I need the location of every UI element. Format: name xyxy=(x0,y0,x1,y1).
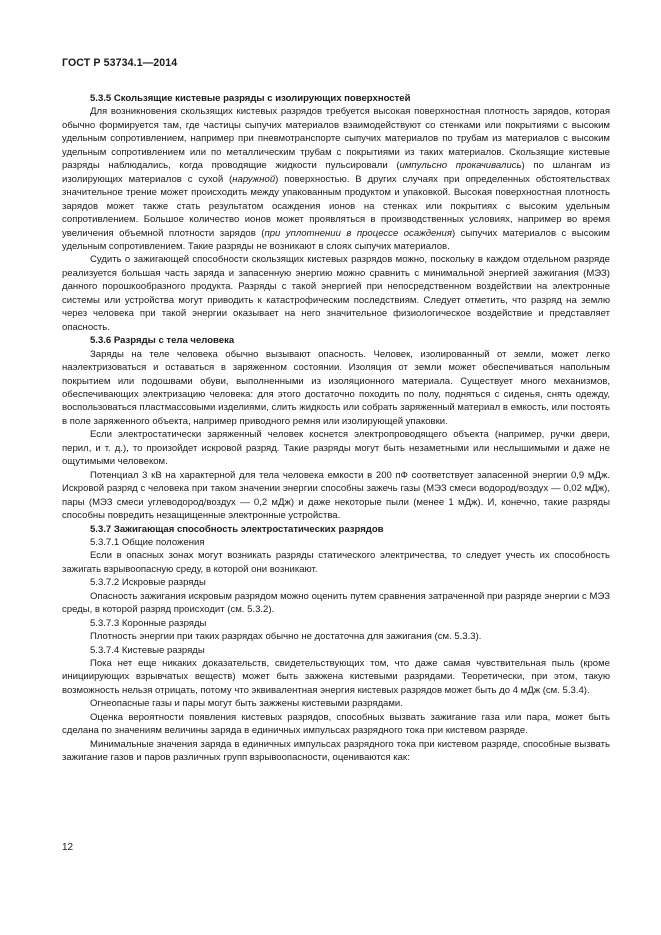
page-number: 12 xyxy=(62,842,74,853)
paragraph: Огнеопасные газы и пары могут быть зажжены кистевыми разрядами. xyxy=(90,698,403,710)
paragraph: Опасность зажигания искровым разрядом можно оценить путем сравнения затраченной при разряде энергии с МЭЗ среды, в которой разряд происходит (см. 5.3.2). xyxy=(62,590,610,616)
paragraph: Пока нет еще никаких доказательств, свидетельствующих том, что даже самая чувствительная пыль (кроме инициирующих взрывчатых веществ) может быть зажжена кистевыми разрядами. Теоретически, при этом, такую возможность нельзя отрицать, потому что эквивалентная энергия кистевых разрядов может быть до 4 мДж (см. 5.3.4). xyxy=(62,658,610,696)
section-heading: 5.3.7 Зажигающая способность электростатических разрядов xyxy=(90,523,384,535)
paragraph: Оценка вероятности появления кистевых разрядов, способных вызвать зажигание газа или пара, может быть сделана по значениям величины заряда в единичных импульсах разрядного тока при кистевом разряде. xyxy=(62,711,610,737)
paragraph: Минимальные значения заряда в единичных импульсах разрядного тока при кистевом разряде, способные вызвать зажигание газов и паров различных групп взрывоопасности, оцениваются как: xyxy=(62,738,610,764)
paragraph: 5.3.7.2 Искровые разряды xyxy=(90,577,206,589)
paragraph: 5.3.7.4 Кистевые разряды xyxy=(90,644,205,656)
paragraph: Заряды на теле человека обычно вызывают опасность. Человек, изолированный от земли, может легко наэлектризоваться и оставаться в заряженном состоянии. Изоляция от земли может обеспечиваться напольным покрытием или подошвами обуви, выполненными из изоляционного материала. Существует много механизмов, обеспечивающих электризацию человека: для этого достаточно походить по полу, подняться с сиденья, снять одежду, воспользоваться пластмассовыми изделиями, слить жидкость или собрать заряженный материал в емкость, или постоять в поле заряженного объекта, например приводного ремня или изолирующей упаковки. xyxy=(62,348,610,427)
paragraph: Если в опасных зонах могут возникать разряды статического электричества, то следует учесть их способность зажигать взрывоопасную среду, в которой они возникают. xyxy=(62,550,610,575)
paragraph: 5.3.7.3 Коронные разряды xyxy=(90,617,207,629)
paragraph: Плотность энергии при таких разрядах обычно не достаточна для зажигания (см. 5.3.3). xyxy=(90,631,482,643)
paragraph: 5.3.7.1 Общие положения xyxy=(90,536,205,548)
paragraph: Для возникновения скользящих кистевых разрядов требуется высокая поверхностная плотность зарядов, которая обычно формируется там, где частицы сыпучих материалов взаимодействуют со стенками или покрытиями с высоким удельным сопротивлением, например при пневмотранспорте сыпучих материалов по трубам из материалов с высоким удельным сопротивлением или по металлическим трубам с покрытиями из таких материалов. Скользящие кистевые разряды наблюдались, когда проводящие жидкости пульсировали (импульсно прокачивались) по шлангам из изолирующих материалов с сухой (наружной) поверхностью. В других случаях при определенных обстоятельствах значительное трение может происходить между упакованным продуктом и упаковкой. Высокая поверхностная плотность зарядов может также стать результатом осаждения ионов на стенках или покрытиях с высоким удельным сопротивлением. Большое количество ионов может проявляться в производственных условиях, например во время увеличения объемной плотности зарядов (при уплотнении в процессе осаждения) сыпучих материалов с высоким удельным сопротивлением. Такие разряды не возникают в слоях сыпучих материалов. xyxy=(62,106,611,252)
paragraph: Потенциал 3 кВ на характерной для тела человека емкости в 200 пФ соответствует запасенной энергии 0,9 мДж. Искровой разряд с человека при таком значении энергии способны зажечь газы (МЭЗ смеси водород/воздух — 0,02 мДж), пары (МЭЗ смеси углеводород/воздух — 0,2 мДж) и даже некоторые пыли (менее 1 мДж). И, конечно, такие разряды способны повредить незащищенные электронные устройства. xyxy=(62,469,610,522)
section-heading: 5.3.5 Скользящие кистевые разряды с изолирующих поверхностей xyxy=(90,93,411,104)
section-heading: 5.3.6 Разряды с тела человека xyxy=(90,335,235,347)
document-body xyxy=(62,92,610,765)
paragraph: Если электростатически заряженный человек коснется электропроводящего объекта (например, ручки двери, перил, и т. д.), то произойдет искровой разряд. Такие разряды могут быть незаметными или неслышимыми и даже не ощутимыми человеком. xyxy=(62,429,610,468)
document-code-header: ГОСТ Р 53734.1—2014 xyxy=(62,57,178,69)
paragraph: Судить о зажигающей способности скользящих кистевых разрядов можно, поскольку в каждом отдельном разряде реализуется большая часть заряда и запасенную энергию можно сравнить с минимальной энергией зажигания (МЭЗ) данного порошкообразного продукта. Разряды с такой энергией при непосредственном воздействии на электронные системы или устройства могут приводить к катастрофическим последствиям. Следует отметить, что разряд на землю через человека при такой энергии оказывает на него значительное физиологическое воздействие и представляет опасность. xyxy=(62,254,610,333)
